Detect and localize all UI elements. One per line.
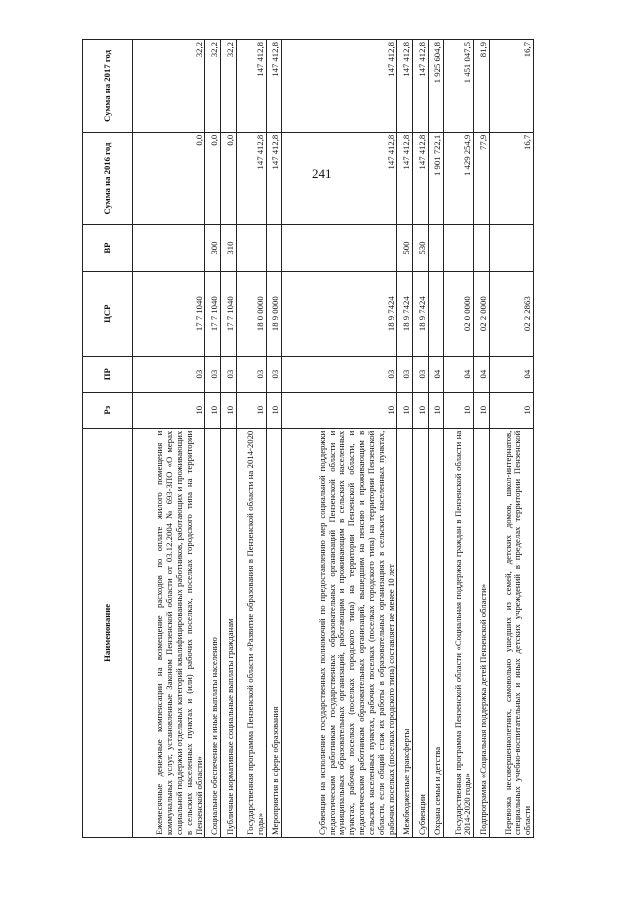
table-cell-sum-2017: 147 412,8 xyxy=(397,40,413,133)
table-cell-csr: 02 0 0000 xyxy=(444,271,474,356)
table-cell-pr: 03 xyxy=(236,356,266,392)
table-cell-sum-2016: 0,0 xyxy=(221,132,237,225)
table-cell-rz: 10 xyxy=(221,392,237,428)
table-cell-sum-2016: 147 412,8 xyxy=(413,132,429,225)
table-cell-sum-2016: 1 429 254,9 xyxy=(444,132,474,225)
table-cell-sum-2017: 147 412,8 xyxy=(413,40,429,133)
table-row xyxy=(221,40,237,838)
table-cell-pr: 04 xyxy=(489,356,533,392)
table-cell-sum-2017: 1 925 604,8 xyxy=(428,40,444,133)
table-cell-vr: 500 xyxy=(397,225,413,271)
table-cell-sum-2016: 0,0 xyxy=(133,132,205,225)
table-row xyxy=(205,40,221,838)
table-cell-name: Социальное обеспечение и иные выплаты населению xyxy=(205,428,221,837)
table-cell-csr: 18 9 7424 xyxy=(282,271,397,356)
table-cell-rz: 10 xyxy=(428,392,444,428)
table-cell-rz: 10 xyxy=(282,392,397,428)
header-sum-2017: Сумма на 2017 год xyxy=(83,40,133,133)
table-cell-vr xyxy=(428,225,444,271)
table-cell-vr xyxy=(282,225,397,271)
table-cell-rz: 10 xyxy=(266,392,282,428)
table-cell-sum-2017: 81,9 xyxy=(474,40,490,133)
table-cell-csr: 18 9 7424 xyxy=(397,271,413,356)
table-cell-pr: 04 xyxy=(428,356,444,392)
table-cell-name: Межбюджетные трансферты xyxy=(397,428,413,837)
table-cell-sum-2017: 147 412,8 xyxy=(236,40,266,133)
table-cell-vr xyxy=(474,225,490,271)
budget-table xyxy=(82,39,534,838)
header-sum-2016: Сумма на 2016 год xyxy=(83,132,133,225)
table-cell-name: Субвенции xyxy=(413,428,429,837)
header-vr: ВР xyxy=(83,225,133,271)
table-cell-csr: 18 9 7424 xyxy=(413,271,429,356)
table-row xyxy=(282,40,397,838)
table-cell-pr: 03 xyxy=(413,356,429,392)
table-row xyxy=(489,40,533,838)
table-cell-sum-2017: 32,2 xyxy=(133,40,205,133)
table-row xyxy=(236,40,266,838)
page-number: 241 xyxy=(312,166,332,181)
table-cell-sum-2017: 32,2 xyxy=(205,40,221,133)
table-cell-csr: 18 0 0000 xyxy=(236,271,266,356)
table-cell-sum-2016: 147 412,8 xyxy=(236,132,266,225)
table-cell-rz: 10 xyxy=(205,392,221,428)
table-cell-rz: 10 xyxy=(474,392,490,428)
table-cell-csr: 17 7 1040 xyxy=(221,271,237,356)
table-cell-vr xyxy=(444,225,474,271)
table-cell-vr xyxy=(133,225,205,271)
table-cell-sum-2016: 147 412,8 xyxy=(266,132,282,225)
table-cell-rz: 10 xyxy=(489,392,533,428)
table-cell-pr: 04 xyxy=(474,356,490,392)
rotated-table-wrapper xyxy=(82,39,534,838)
table-row xyxy=(444,40,474,838)
table-cell-sum-2016: 77,9 xyxy=(474,132,490,225)
table-row xyxy=(266,40,282,838)
table-row xyxy=(474,40,490,838)
table-cell-rz: 10 xyxy=(236,392,266,428)
table-row xyxy=(133,40,205,838)
table-cell-name: Субвенции на исполнение государственных полномочий по предоставлению мер социальной поддержки педагогическим работникам государственных образовательных организаций Пензенской области и муниципальных образовательных организаций, работающим и проживающим в сельских населенных пунктах, рабочих поселках (поселках городского типа) на территории Пензенской области, и педагогическим работникам образовательных организаций, вышедшим на пенсию и проживающим в сельских населенных пунктах, рабочих поселках (поселках городского типа) на территории Пензенской области, если общий стаж их работы в образовательных организациях в сельских населенных пунктах, рабочих поселках (поселках городского типа) составляет не менее 10 лет xyxy=(282,428,397,837)
table-cell-pr: 03 xyxy=(282,356,397,392)
table-cell-pr: 04 xyxy=(444,356,474,392)
table-cell-name: Публичные нормативные социальные выплаты гражданам xyxy=(221,428,237,837)
table-cell-pr: 03 xyxy=(397,356,413,392)
table-cell-csr xyxy=(428,271,444,356)
table-cell-csr: 17 7 1040 xyxy=(133,271,205,356)
header-pr: ПР xyxy=(83,356,133,392)
table-cell-csr: 17 7 1040 xyxy=(205,271,221,356)
table-cell-csr: 02 2 0000 xyxy=(474,271,490,356)
table-cell-pr: 03 xyxy=(205,356,221,392)
table-cell-name: Мероприятия в сфере образования xyxy=(266,428,282,837)
table-cell-sum-2016: 0,0 xyxy=(205,132,221,225)
table-cell-pr: 03 xyxy=(221,356,237,392)
table-cell-sum-2016: 147 412,8 xyxy=(282,132,397,225)
table-cell-sum-2017: 32,2 xyxy=(221,40,237,133)
table-cell-rz: 10 xyxy=(397,392,413,428)
table-cell-sum-2016: 16,7 xyxy=(489,132,533,225)
table-cell-sum-2016: 1 901 722,1 xyxy=(428,132,444,225)
table-cell-name: Перевозка несовершеннолетних, самовольно ушедших из семей, детских домов, школ-интернатов, специальных учебно-воспитательных и иных детских учреждений в пределах территории Пензенской области xyxy=(489,428,533,837)
table-cell-rz: 10 xyxy=(413,392,429,428)
table-cell-name: Подпрограмма «Социальная поддержка детей Пензенской области» xyxy=(474,428,490,837)
table-row xyxy=(428,40,444,838)
table-cell-rz: 10 xyxy=(444,392,474,428)
table-cell-rz: 10 xyxy=(133,392,205,428)
table-header-row xyxy=(83,40,133,838)
table-cell-vr xyxy=(489,225,533,271)
table-cell-vr xyxy=(266,225,282,271)
table-cell-name: Ежемесячные денежные компенсации на возмещение расходов по оплате жилого помещения и коммунальных услуг, установленные Законом Пензенской области от 03.12.2004 № 693-ЗПО «О мерах социальной поддержки отдельных категорий квалифицированных работников, работающих и проживающих в сельских населенных пунктах и (или) рабочих поселках, поселках городского типа на территории Пензенской области» xyxy=(133,428,205,837)
table-row xyxy=(413,40,429,838)
table-cell-sum-2017: 16,7 xyxy=(489,40,533,133)
header-csr: ЦСР xyxy=(83,271,133,356)
table-cell-vr: 530 xyxy=(413,225,429,271)
table-cell-name: Охрана семьи и детства xyxy=(428,428,444,837)
table-cell-pr: 03 xyxy=(266,356,282,392)
header-name: Наименование xyxy=(83,428,133,837)
table-cell-vr xyxy=(236,225,266,271)
table-cell-pr: 03 xyxy=(133,356,205,392)
table-cell-vr: 300 xyxy=(205,225,221,271)
table-cell-sum-2017: 147 412,8 xyxy=(266,40,282,133)
header-rz: Рз xyxy=(83,392,133,428)
table-cell-name: Государственная программа Пензенской области «Развитие образования в Пензенской области на 2014-2020 годы» xyxy=(236,428,266,837)
table-cell-sum-2017: 1 451 047,5 xyxy=(444,40,474,133)
table-cell-csr: 02 2 2863 xyxy=(489,271,533,356)
table-row xyxy=(397,40,413,838)
table-cell-sum-2017: 147 412,8 xyxy=(282,40,397,133)
table-cell-vr: 310 xyxy=(221,225,237,271)
table-cell-csr: 18 9 0000 xyxy=(266,271,282,356)
table-cell-name: Государственная программа Пензенской области «Социальная поддержка граждан в Пензенской области на 2014-2020 годы» xyxy=(444,428,474,837)
table-cell-sum-2016: 147 412,8 xyxy=(397,132,413,225)
